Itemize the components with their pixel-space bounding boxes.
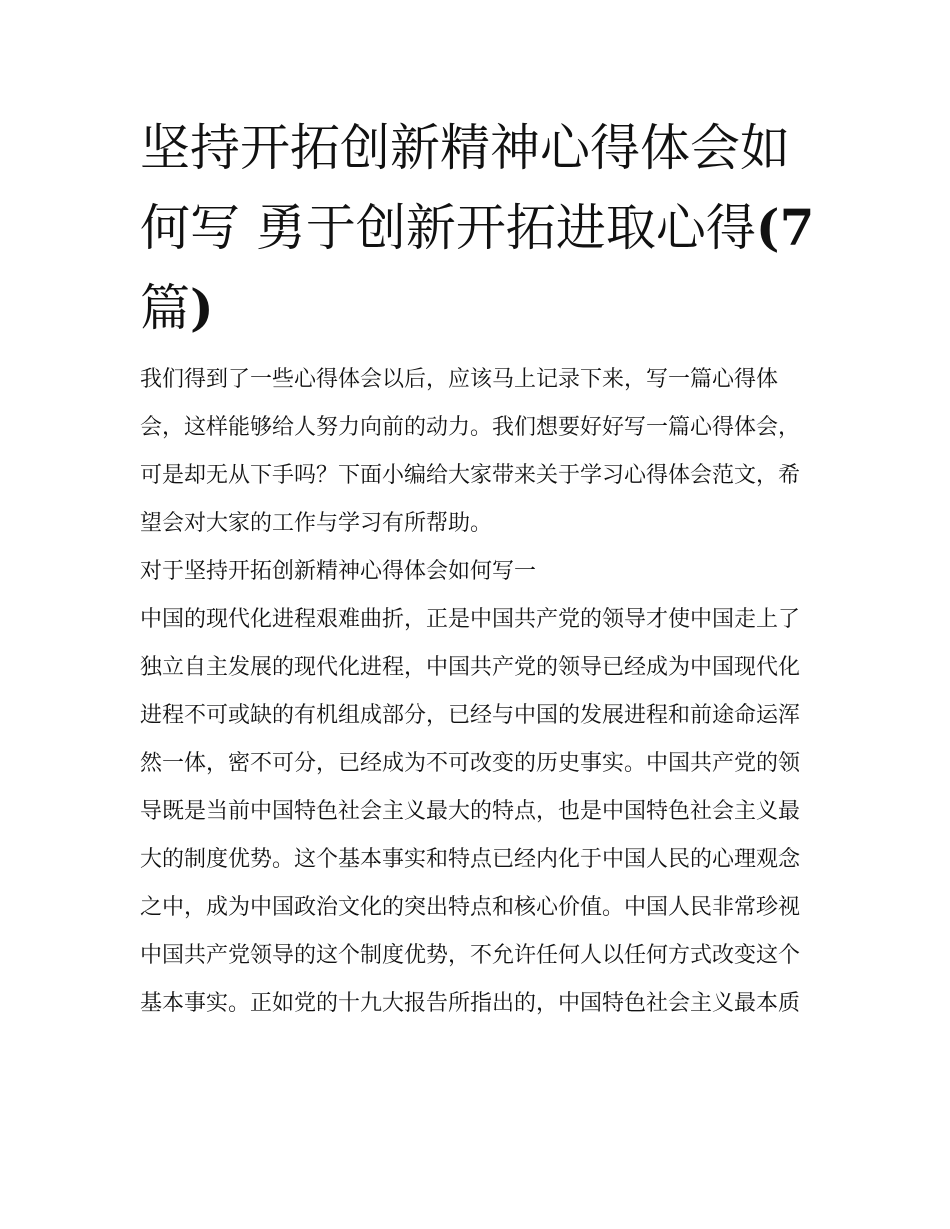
title-line-2-suffix: (7 [755,198,815,257]
body-paragraph: 中国的现代化进程艰难曲折，正是中国共产党的领导才使中国走上了独立自主发展的现代化进程，中国共产党的领导已经成为中国现代化进程不可或缺的有机组成部分，已经与中国的发展进程和前途命运浑然一体，密不可分，已经成为不可改变的历史事实。中国共产党的领导既是当前中国特色社会主义最大的特点，也是中国特色社会主义最大的制度优势。这个基本事实和特点已经内化于中国人民的心理观念之中，成为中国政治文化的突出特点和核心价值。中国人民非常珍视中国共产党领导的这个制度优势，不允许任何人以任何方式改变这个基本事实。正如党的十九大报告所指出的，中国特色社会主义最本质 [140,607,801,1016]
title-line-3-suffix: ) [190,278,214,337]
document-title [140,108,820,348]
title-line-3: 篇 [140,279,190,337]
title-line-1: 坚持开拓创新精神心得体会如 [140,119,790,177]
title-line-2: 何写 勇于创新开拓进取心得 [140,199,756,257]
intro-paragraph: 我们得到了一些心得体会以后，应该马上记录下来，写一篇心得体会，这样能够给人努力向前的动力。我们想要好好写一篇心得体会，可是却无从下手吗？下面小编给大家带来关于学习心得体会范文，希望会对大家的工作与学习有所帮助。 [140,367,801,536]
document-body [140,356,820,1028]
section-heading: 对于坚持开拓创新精神心得体会如何写一 [140,559,537,584]
